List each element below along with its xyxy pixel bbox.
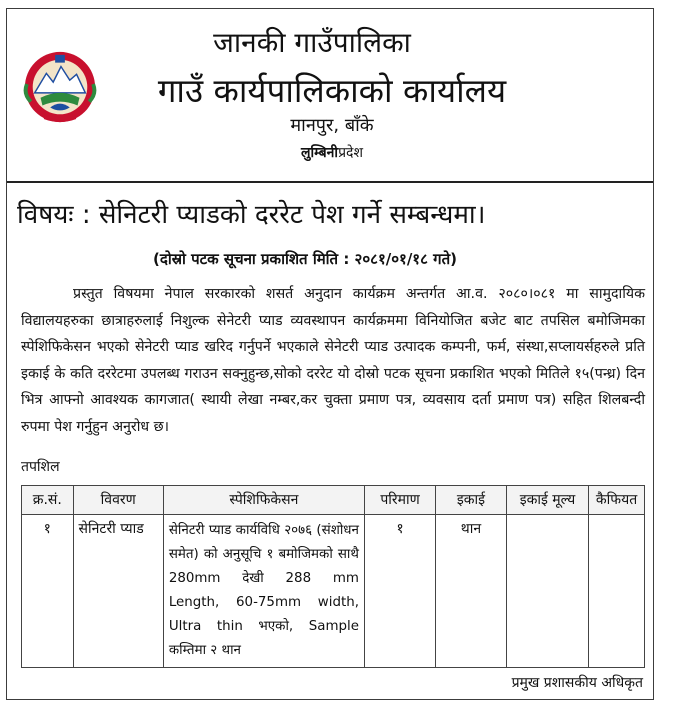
notice-date-line: (दोस्रो पटक सूचना प्रकाशित मिति : २०८१/०१/१८ गते) [153, 250, 457, 268]
table-header-row [22, 486, 645, 515]
details-label: तपशिल [21, 459, 60, 475]
cell-spec: सेनिटरी प्याड कार्यविधि २०७६ (संशोधन समेत) को अनुसूचि १ बमोजिमको साथै 280mm देखी 288 mm Length, 60-75mm width, Ultra thin भएको, Sample कम्तिमा २ थान [163, 515, 364, 668]
notice-document [6, 8, 654, 700]
office-address: मानपुर, बाँके [290, 115, 374, 136]
cell-unit: थान [436, 515, 507, 668]
municipality-name: जानकी गाउँपालिका [213, 26, 411, 59]
table-row [22, 515, 645, 668]
office-name: गाउँ कार्यपालिकाको कार्यालय [157, 71, 507, 110]
col-header-quantity: परिमाण [364, 486, 435, 515]
col-header-unit-price: इकाई मूल्य [506, 486, 588, 515]
specification-table [21, 485, 645, 668]
province-suffix: प्रदेश [338, 145, 363, 161]
col-header-unit: इकाई [436, 486, 507, 515]
cell-item: सेनिटरी प्याड [73, 515, 163, 668]
col-header-remarks: कैफियत [589, 486, 645, 515]
col-header-item: विवरण [73, 486, 163, 515]
col-header-sn: क्र.सं. [22, 486, 74, 515]
cell-remarks [589, 515, 645, 668]
cell-quantity: १ [364, 515, 435, 668]
nepal-emblem-icon [21, 49, 99, 125]
cell-sn: १ [22, 515, 74, 668]
subject-line: विषयः : सेनिटरी प्याडको दररेट पेश गर्ने सम्बन्धमा। [17, 200, 486, 230]
signatory-title: प्रमुख प्रशासकीय अधिकृत [511, 675, 643, 691]
province-bold: लुम्बिनी [301, 145, 339, 161]
col-header-spec: स्पेशिफिकेसन [163, 486, 364, 515]
letterhead [7, 9, 653, 183]
province [217, 143, 447, 162]
body-paragraph: प्रस्तुत विषयमा नेपाल सरकारको शसर्त अनुदान कार्यक्रम अन्तर्गत आ.व. २०८०।०८१ मा सामुदायिक विद्यालयहरुका छात्राहरुलाई निशुल्क सेनेटरी प्याड व्यवस्थापन कार्यक्रममा विनियोजित बजेट बाट तपसिल बमोजिमका स्पेशिफिकेसन भएको सेनेटरी प्याड खरिद गर्नुपर्ने भएकाले सेनेटरी प्याड उत्पादक कम्पनी, फर्म, संस्था,सप्लायर्सहरुले प्रति इकाई के कति दररेटमा उपलब्ध गराउन सक्नुहुन्छ,सोको दररेट यो दोस्रो पटक सूचना प्रकाशित भएको मितिले १५(पन्ध्र) दिन भित्र आफ्नो आवश्यक कागजात( स्थायी लेखा नम्बर,कर चुक्ता प्रमाण पत्र, व्यवसाय दर्ता प्रमाण पत्र) सहित शिलबन्दी रुपमा पेश गर्नुहुन अनुरोध छ। [21, 286, 645, 435]
cell-unit-price [506, 515, 588, 668]
